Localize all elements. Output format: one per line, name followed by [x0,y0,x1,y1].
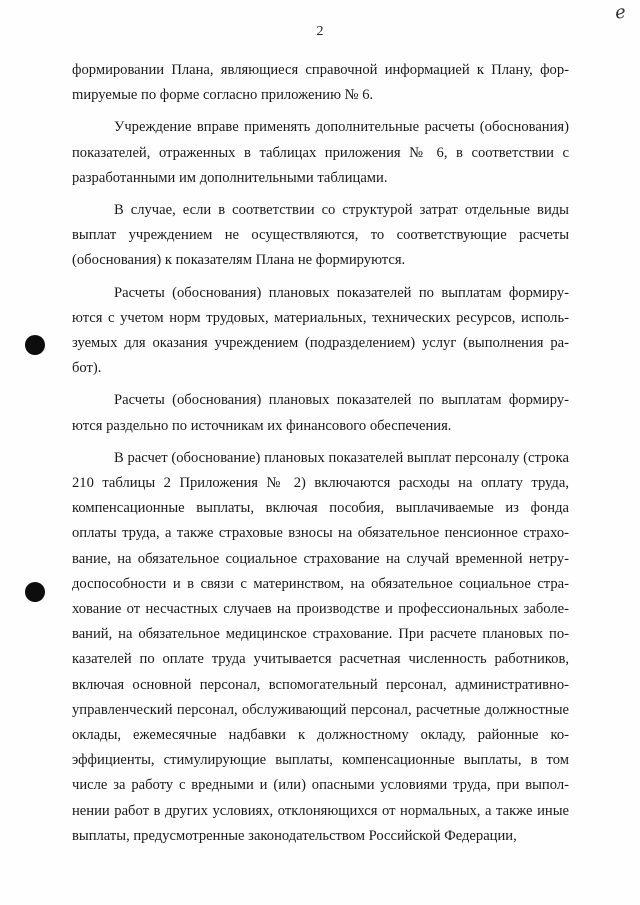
paragraph-6: В расчет (обоснование) плановых показателей выплат персоналу (строка 210 таблицы 2 Приложения № 2) включаются расходы на оплату труда, компенсационные выплаты, включая пособия, выплачиваемые из фонда оплаты труда, а также страховые взносы на обязательное пенсионное страхование, на обязательное социальное страхование на случай временной нетрудоспособности и в связи с материнством, на обязательное социальное страхование от несчастных случаев на производстве и профессиональных заболеваний, на обязательное медицинское страхование. При расчете плановых показателей по оплате труда учитывается расчетная численность работников, включая основной персонал, вспомогательный персонал, административно-управленческий персонал, обслуживающий персонал, расчетные должностные оклады, ежемесячные надбавки к должностному окладу, районные коэффициенты, стимулирующие выплаты, компенсационные выплаты, в том числе за работу с вредными и (или) опасными условиями труда, при выполнении работ в других условиях, отклоняющихся от нормальных, а также иные выплаты, предусмотренные законодательством Российской Федерации, [72,449,569,844]
page-number: 2 [316,24,324,39]
handwritten-corner-mark: e [613,1,628,24]
paragraph-3: В случае, если в соответствии со структурой затрат отдельные виды выплат учреждением не осуществляются, то соответствующие расчеты (обоснования) к показателям Плана не формируются. [72,202,569,269]
paragraph-4: Расчеты (обоснования) плановых показателей по выплатам формируются с учетом норм трудовых, материальных, технических ресурсов, используемых для оказания учреждением (подразделением) услуг (выполнения работ). [72,284,569,377]
body-text [72,58,569,856]
paragraph-2: Учреждение вправе применять дополнительные расчеты (обоснования) показателей, отраженных в таблицах приложения № 6, в соответствии с разработанными им дополнительными таблицами. [72,119,569,186]
paragraph-5: Расчеты (обоснования) плановых показателей по выплатам формируются раздельно по источникам их финансового обеспечения. [72,392,569,434]
paragraph-1: формировании Плана, являющиеся справочной информацией к Плану, форmируемые по форме согласно приложению № 6. [72,62,569,104]
punch-hole-bottom [25,582,45,602]
punch-hole-top [25,335,45,355]
